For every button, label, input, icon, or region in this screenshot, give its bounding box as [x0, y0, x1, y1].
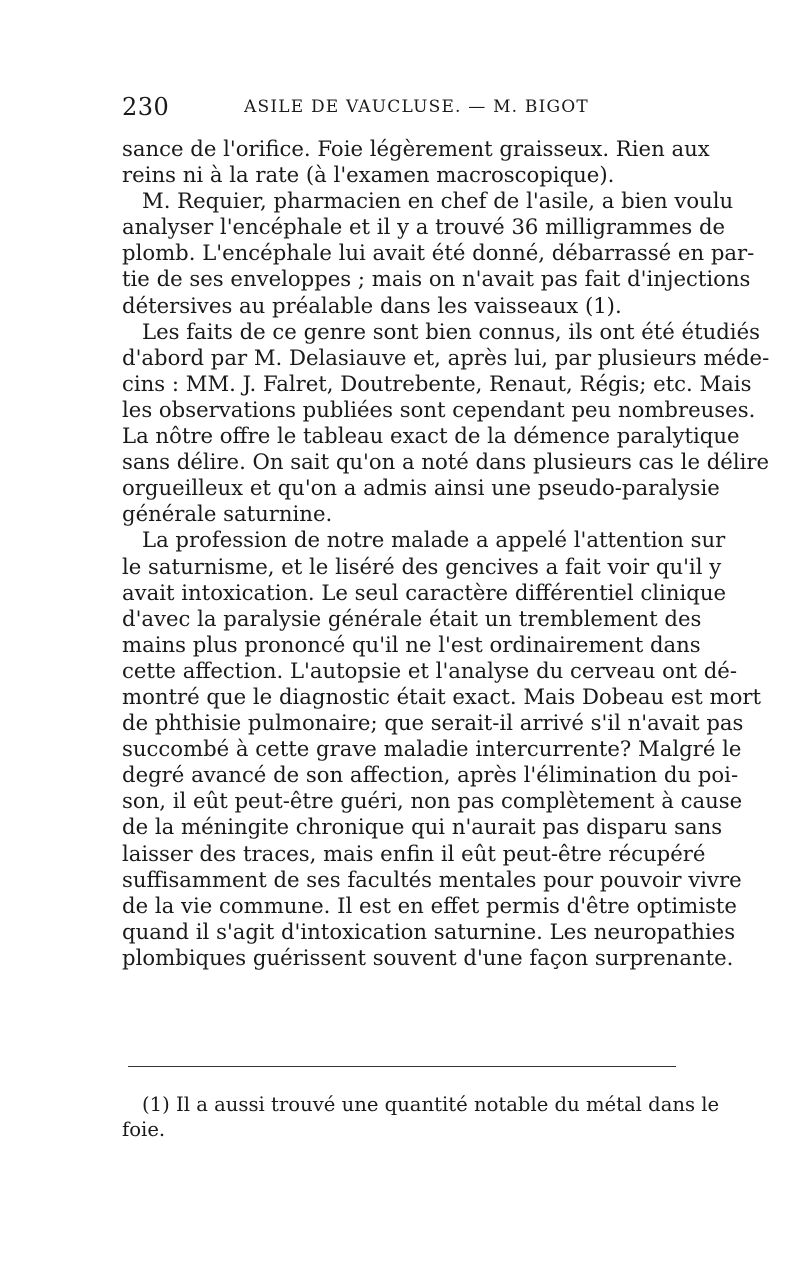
text-line: d'abord par M. Delasiauve et, après lui, par plusieurs méde-: [122, 344, 770, 370]
text-line: de la méningite chronique qui n'aurait pas disparu sans: [122, 814, 723, 840]
text-line: quand il s'agit d'intoxication saturnine. Les neuropathies: [122, 918, 736, 944]
text-line: La nôtre offre le tableau exact de la démence paralytique: [122, 423, 740, 449]
body-text: [122, 136, 770, 971]
text-line: son, il eût peut-être guéri, non pas complètement à cause: [122, 788, 743, 814]
text-line: d'avec la paralysie générale était un tremblement des: [122, 605, 702, 631]
text-line: cette affection. L'autopsie et l'analyse du cerveau ont dé-: [122, 657, 737, 683]
text-line: détersives au préalable dans les vaisseaux (1).: [122, 292, 622, 318]
text-line: La profession de notre malade a appelé l'attention sur: [142, 527, 726, 553]
text-line: suffisamment de ses facultés mentales pour pouvoir vivre: [122, 866, 742, 892]
text-line: analyser l'encéphale et il y a trouvé 36 milligrammes de: [122, 214, 726, 240]
text-line: le saturnisme, et le liséré des gencives a fait voir qu'il y: [122, 553, 722, 579]
text-line: degré avancé de son affection, après l'élimination du poi-: [122, 762, 739, 788]
text-line: succombé à cette grave maladie intercurrente? Malgré le: [122, 736, 742, 762]
text-line: avait intoxication. Le seul caractère différentiel clinique: [122, 579, 726, 605]
text-line: montré que le diagnostic était exact. Mais Dobeau est mort: [122, 683, 762, 709]
page-header: [122, 93, 678, 123]
footnote-divider: [128, 1066, 676, 1067]
text-line: laisser des traces, mais enfin il eût peut-être récupéré: [122, 840, 706, 866]
text-line: tie de ses enveloppes ; mais on n'avait pas fait d'injections: [122, 266, 751, 292]
text-line: générale saturnine.: [122, 501, 333, 527]
text-line: sans délire. On sait qu'on a noté dans plusieurs cas le délire: [122, 449, 770, 475]
text-line: les observations publiées sont cependant peu nombreuses.: [122, 396, 756, 422]
text-line: reins ni à la rate (à l'examen macroscopique).: [122, 162, 615, 188]
text-line: cins : MM. J. Falret, Doutrebente, Renaut, Régis; etc. Mais: [122, 370, 752, 396]
text-line: de phthisie pulmonaire; que serait-il arrivé s'il n'avait pas: [122, 710, 744, 736]
text-line: de la vie commune. Il est en effet permis d'être optimiste: [122, 892, 737, 918]
page-number: 230: [122, 93, 170, 121]
footnote-line: (1) Il a aussi trouvé une quantité notable du métal dans le: [142, 1093, 720, 1116]
text-line: plomb. L'encéphale lui avait été donné, débarrassé en par-: [122, 240, 755, 266]
text-line: orgueilleux et qu'on a admis ainsi une pseudo-paralysie: [122, 475, 720, 501]
text-line: M. Requier, pharmacien en chef de l'asile, a bien voulu: [142, 188, 734, 214]
text-line: sance de l'orifice. Foie légèrement graisseux. Rien aux: [122, 136, 710, 161]
footnote-line: foie.: [122, 1118, 166, 1141]
text-line: mains plus prononcé qu'il ne l'est ordinairement dans: [122, 631, 701, 657]
text-line: plombiques guérissent souvent d'une façon surprenante.: [122, 944, 734, 970]
running-head: ASILE DE VAUCLUSE. — M. BIGOT: [244, 97, 589, 117]
footnote: [122, 1092, 720, 1142]
text-line: Les faits de ce genre sont bien connus, ils ont été étudiés: [142, 318, 760, 344]
